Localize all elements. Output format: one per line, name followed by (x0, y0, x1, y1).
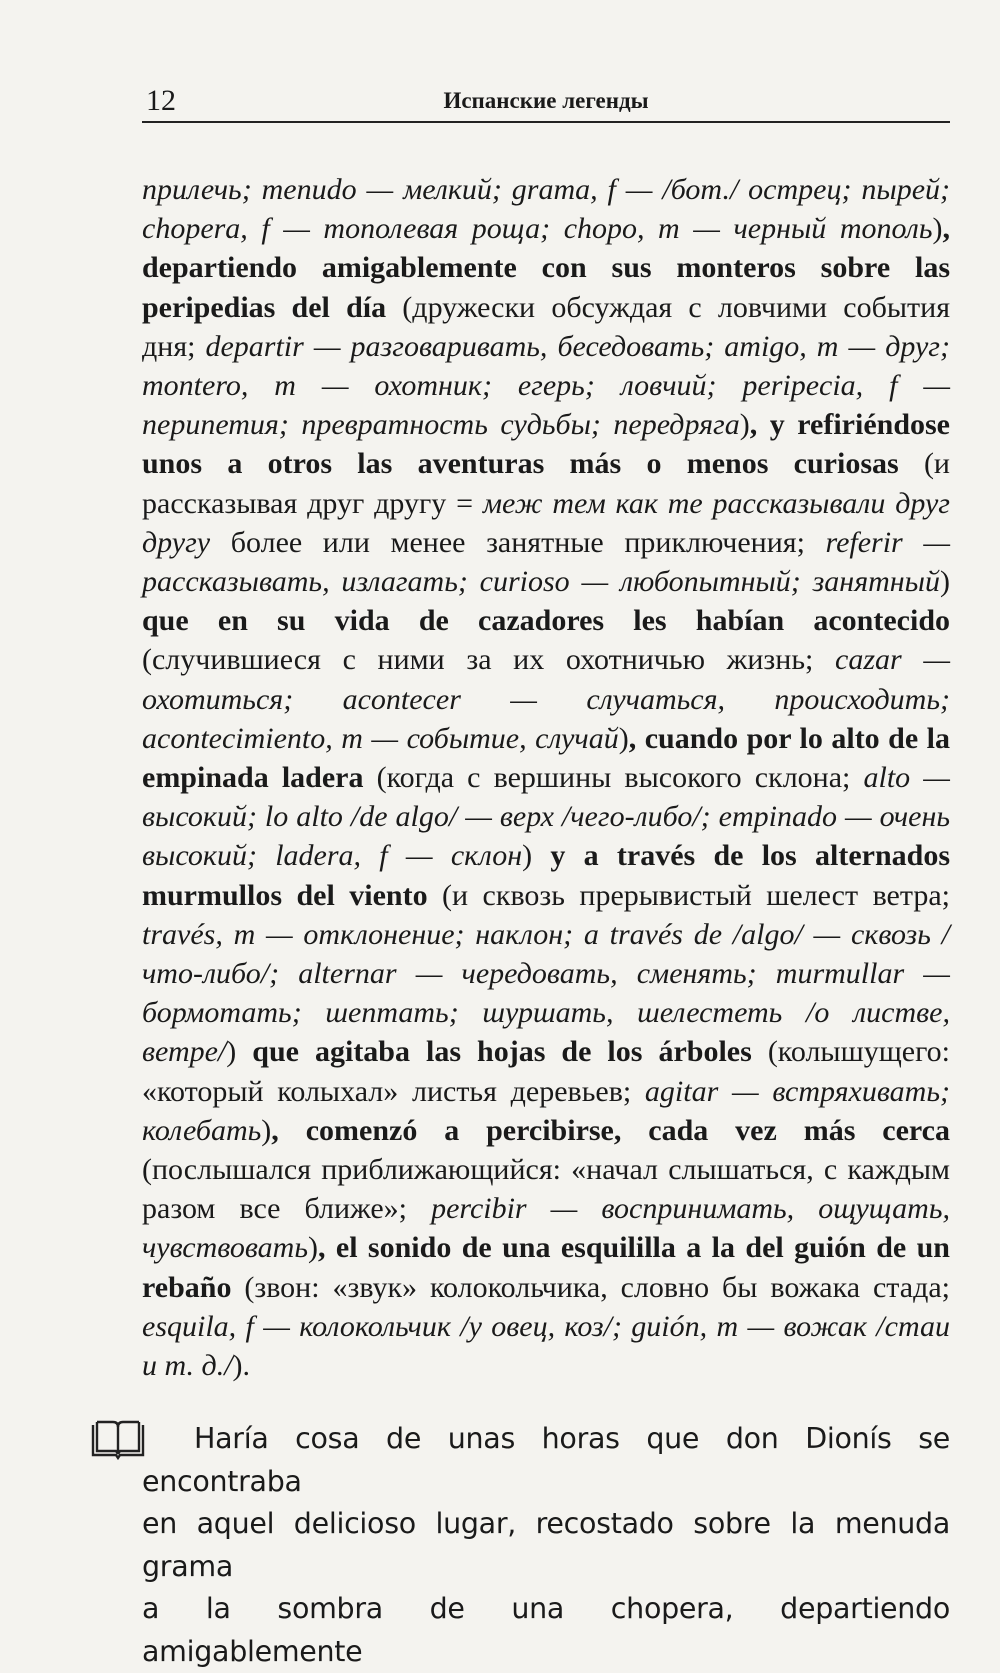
translation-text: ) (522, 839, 551, 873)
vocab-note: меж тем как те рассказывали друг другу (142, 486, 951, 559)
translation-text: ) (739, 408, 750, 442)
gloss-paragraph (142, 170, 950, 1385)
page-header (142, 78, 950, 122)
vocab-note: departir — разговаривать, беседовать; amigo, m — друг; montero, m — охотник; егерь; ловчий; peripecia, f — перипетия; превратность судьбы; передряга (142, 329, 950, 442)
source-line: a la sombra de una chopera, departiendo amigablemente (142, 1592, 950, 1668)
spanish-phrase: que agitaba las hojas de los árboles (252, 1035, 752, 1069)
translation-text: ) (940, 565, 950, 599)
translation-text: (случившиеся с ними за их охотничью жизнь; (142, 643, 836, 677)
translation-text: ) (308, 1231, 318, 1265)
translation-text: ) (618, 721, 629, 755)
translation-text: ). (232, 1349, 251, 1383)
vocab-note: referir — рассказывать, излагать; curioso — любопытный; занятный (142, 525, 951, 599)
vocab-note: cazar — охотиться; acontecer — случаться, происходить; acontecimiento, m — событие, случай (142, 643, 951, 755)
page-number: 12 (146, 84, 176, 117)
translation-text: (и рассказывая друг другу = (142, 447, 950, 520)
spanish-phrase: , departiendo amigablemente con sus monteros sobre las peripedias del día (142, 212, 950, 324)
source-line: Haría cosa de unas horas que don Dionís se encontraba (142, 1422, 950, 1498)
translation-text: более или менее занятные приключения; (210, 525, 826, 559)
translation-text: (колышущего: «который колыхал» листья деревьев; (142, 1035, 950, 1108)
spanish-phrase: y a través de los alternados murmullos del viento (142, 839, 951, 912)
vocab-note: прилечь; menudo — мелкий; grama, f — /бот./ острец; пырей; chopera, f — тополевая роща; chopo, m — черный тополь (142, 173, 950, 246)
translation-text: ) (226, 1035, 253, 1069)
vocab-note: esquila, f — колокольчик /у овец, коз/; guión, m — вожак /стаи и т. д./ (142, 1309, 950, 1383)
spanish-phrase: , y refiriéndose unos a otros las aventuras más o menos curiosas (142, 408, 950, 481)
running-title: Испанские легенды (443, 88, 649, 113)
open-book-icon (90, 1417, 146, 1461)
source-text-block (142, 1418, 950, 1673)
vocab-note: agitar — встряхивать; колебать (142, 1074, 950, 1147)
spanish-phrase: , el sonido de una esquililla a la del guión de un rebaño (142, 1231, 950, 1304)
translation-text: ) (261, 1113, 272, 1147)
vocab-note: través, m — отклонение; наклон; a través de /algo/ — сквозь /что-либо/; alternar — чередовать, сменять; murmullar — бормотать; шептать; шуршать, шелестеть /о листве, ветре/ (142, 917, 950, 1069)
vocab-note: alto — высокий; lo alto /de algo/ — верх /чего-либо/; empinado — очень высокий; ladera, f — склон (142, 761, 950, 873)
header-rule (142, 121, 950, 123)
vocab-note: percibir — воспринимать, ощущать, чувствовать (142, 1192, 950, 1265)
spanish-phrase: que en su vida de cazadores les habían acontecido (142, 604, 950, 638)
source-line: en aquel delicioso lugar, recostado sobre la menuda grama (142, 1507, 950, 1583)
translation-text: (когда с вершины высокого склона; (363, 761, 864, 795)
translation-text: (звон: «звук» колокольчика, словно бы вожака стада; (231, 1270, 950, 1304)
translation-text: (послышался приближающийся: «начал слышаться, с каждым разом все ближе»; (142, 1153, 950, 1226)
spanish-phrase: , comenzó a percibirse, cada vez más cerca (271, 1113, 950, 1147)
spanish-phrase: , cuando por lo alto de la empinada ladera (142, 721, 950, 795)
translation-text: ) (932, 212, 943, 246)
translation-text: (дружески обсуждая с ловчими события дня; (142, 290, 950, 363)
translation-text: (и сквозь прерывистый шелест ветра; (427, 878, 950, 912)
